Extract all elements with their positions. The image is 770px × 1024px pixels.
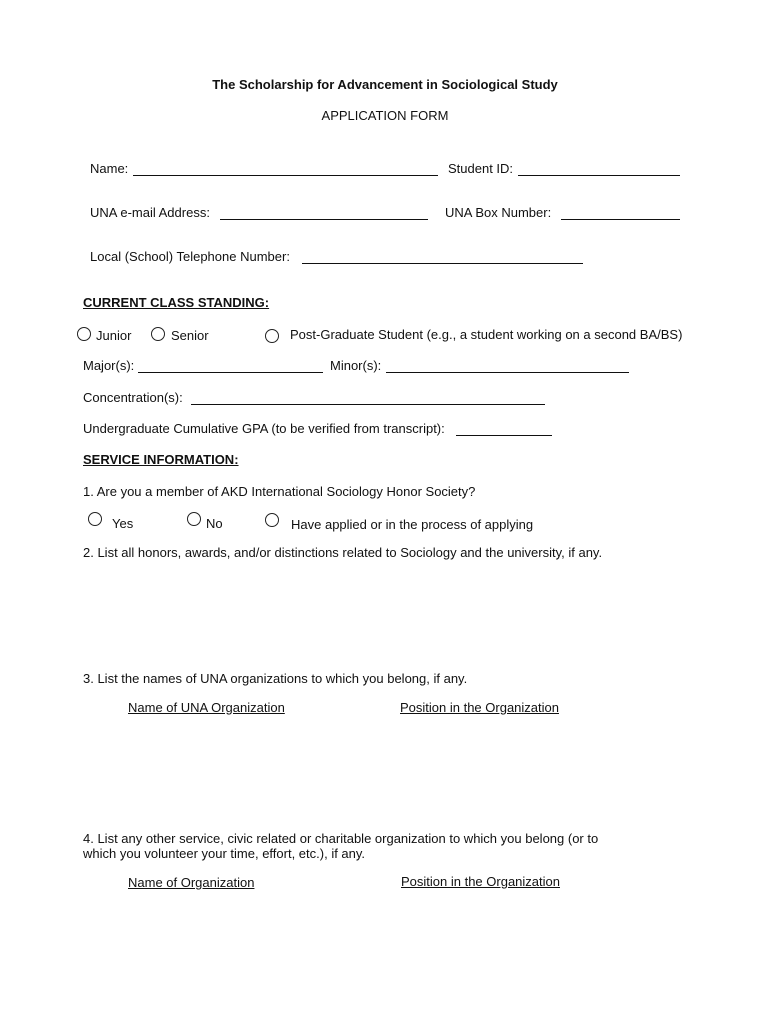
email-field[interactable] — [220, 219, 428, 220]
form-subtitle: APPLICATION FORM — [321, 108, 449, 123]
form-title: The Scholarship for Advancement in Sociological Study — [212, 77, 558, 92]
no-radio[interactable] — [187, 512, 201, 526]
email-label: UNA e-mail Address: — [90, 205, 210, 220]
post-graduate-label: Post-Graduate Student (e.g., a student working on a second BA/BS) — [290, 327, 683, 342]
class-standing-heading: CURRENT CLASS STANDING: — [83, 295, 270, 310]
majors-label: Major(s): — [83, 358, 135, 373]
question-4-line-2: which you volunteer your time, effort, etc.), if any. — [83, 846, 366, 861]
concentration-field[interactable] — [191, 404, 545, 405]
junior-label: Junior — [96, 328, 132, 343]
no-label: No — [206, 516, 223, 531]
q4-col-position: Position in the Organization — [401, 874, 560, 889]
q3-col-name: Name of UNA Organization — [128, 700, 285, 715]
question-2: 2. List all honors, awards, and/or distinctions related to Sociology and the university, if any. — [83, 545, 603, 560]
junior-radio[interactable] — [77, 327, 91, 341]
concentration-label: Concentration(s): — [83, 390, 183, 405]
senior-label: Senior — [171, 328, 209, 343]
applied-radio[interactable] — [265, 513, 279, 527]
post-graduate-radio[interactable] — [265, 329, 279, 343]
student-id-label: Student ID: — [448, 161, 514, 176]
gpa-label: Undergraduate Cumulative GPA (to be verified from transcript): — [83, 421, 445, 436]
box-number-label: UNA Box Number: — [445, 205, 552, 220]
question-4-line-1: 4. List any other service, civic related or charitable organization to which you belong (or to — [83, 831, 599, 846]
student-id-field[interactable] — [518, 175, 680, 176]
minors-field[interactable] — [386, 372, 629, 373]
gpa-field[interactable] — [456, 435, 552, 436]
majors-field[interactable] — [138, 372, 323, 373]
phone-field[interactable] — [302, 263, 583, 264]
yes-label: Yes — [112, 516, 134, 531]
yes-radio[interactable] — [88, 512, 102, 526]
name-label: Name: — [90, 161, 129, 176]
q4-col-name: Name of Organization — [128, 875, 255, 890]
service-heading: SERVICE INFORMATION: — [83, 452, 239, 467]
q3-col-position: Position in the Organization — [400, 700, 559, 715]
name-field[interactable] — [133, 175, 438, 176]
phone-label: Local (School) Telephone Number: — [90, 249, 290, 264]
question-1: 1. Are you a member of AKD International Sociology Honor Society? — [83, 484, 476, 499]
question-3: 3. List the names of UNA organizations to which you belong, if any. — [83, 671, 468, 686]
box-number-field[interactable] — [561, 219, 680, 220]
applied-label: Have applied or in the process of applying — [291, 517, 534, 532]
minors-label: Minor(s): — [330, 358, 382, 373]
senior-radio[interactable] — [151, 327, 165, 341]
